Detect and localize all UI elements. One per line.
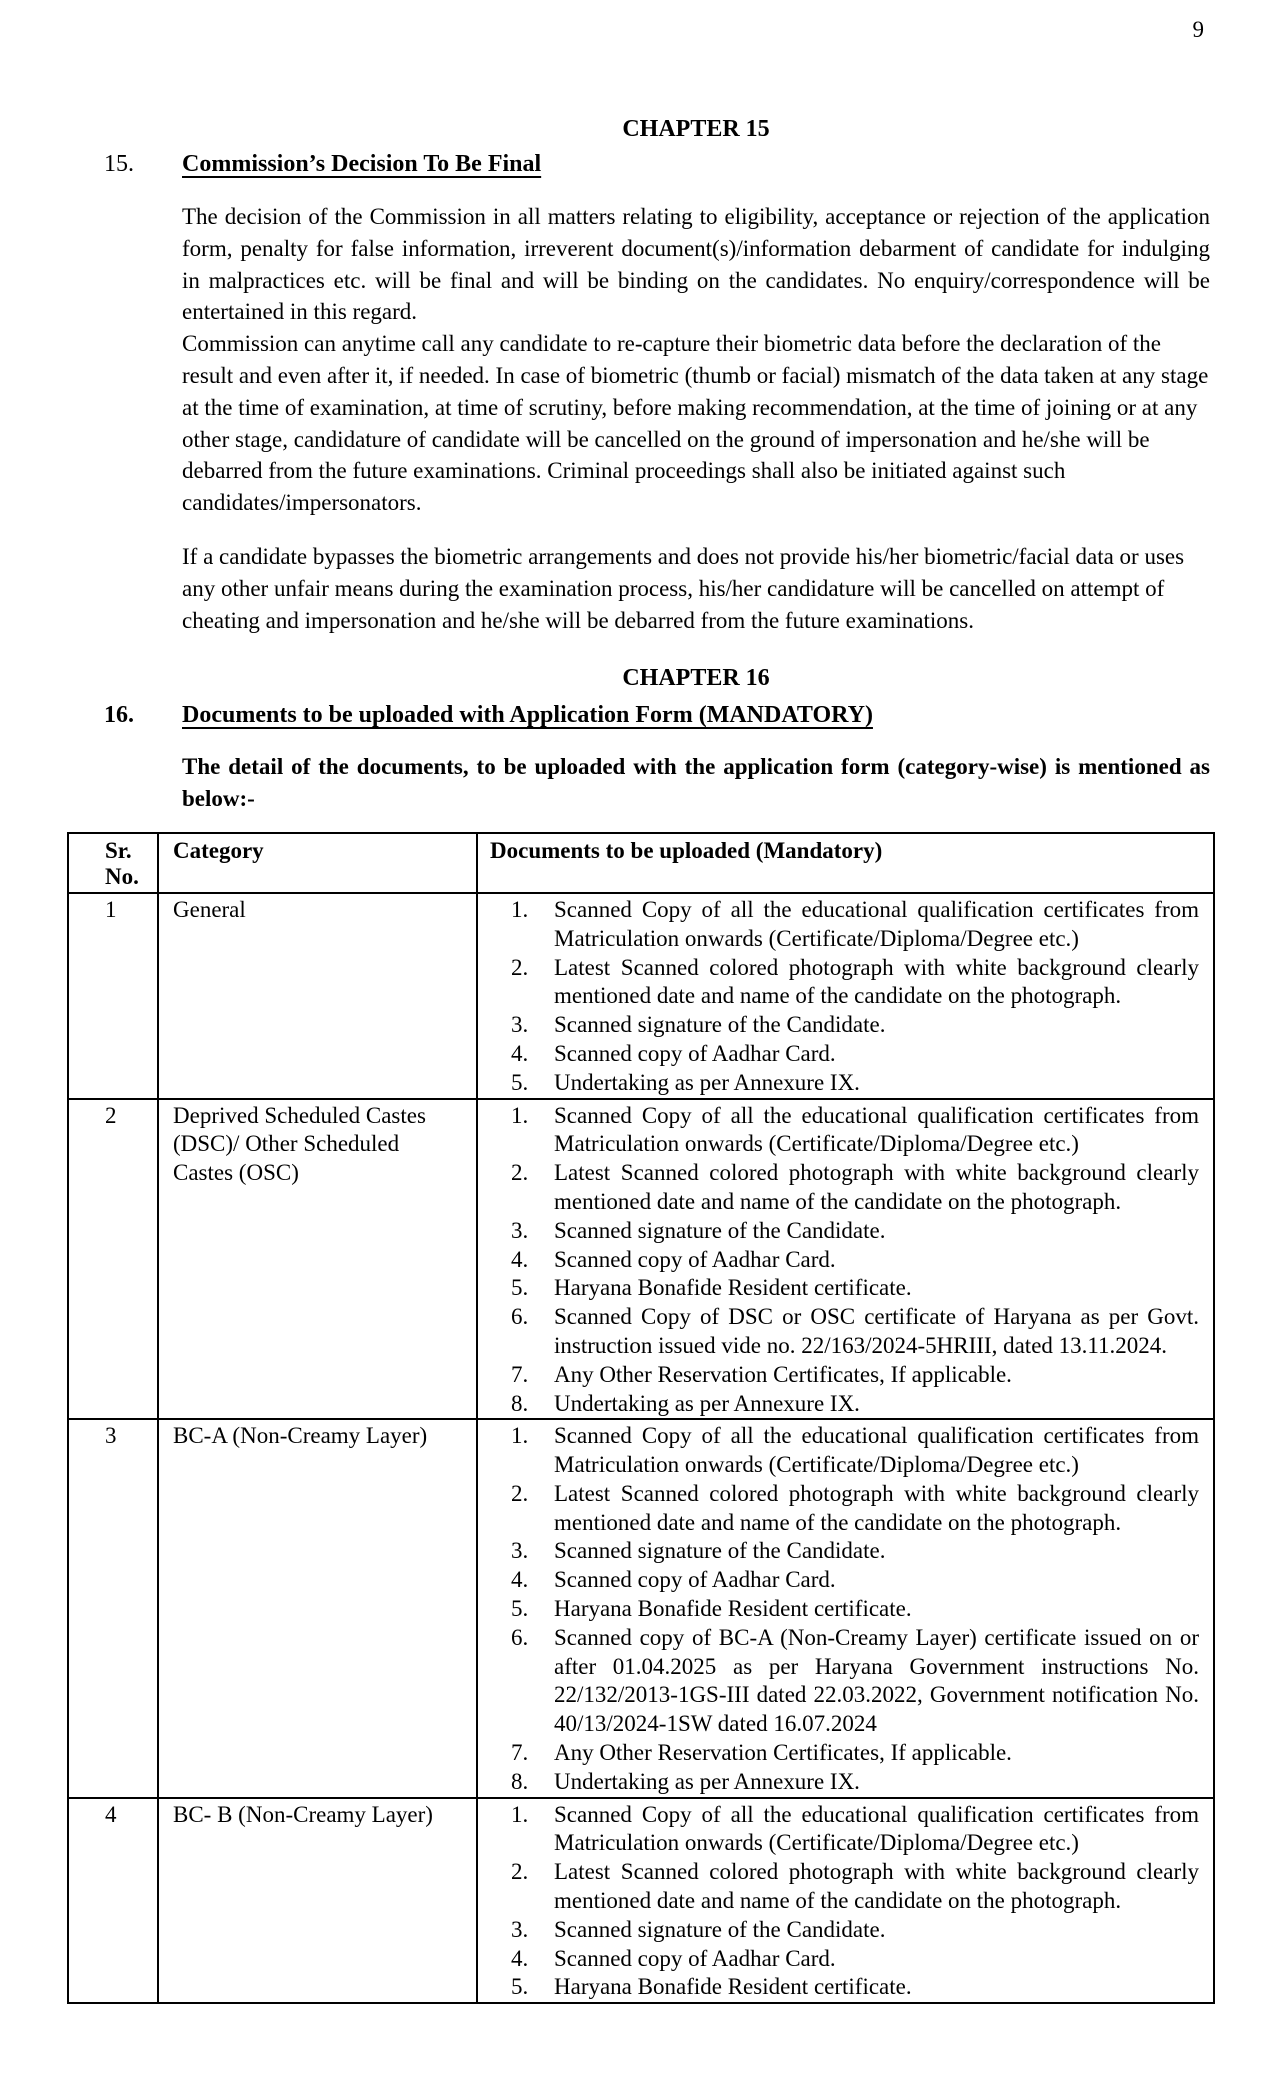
doc-item-text: Scanned signature of the Candidate. (554, 1012, 886, 1038)
doc-item-text: Any Other Reservation Certificates, If applicable. (554, 1740, 1012, 1766)
doc-item (478, 1537, 1213, 1566)
doc-item-text: Scanned Copy of DSC or OSC certificate of Haryana as per Govt. instruction issued vide no. 22/⁠163/⁠2024-5HRIII, dated 13.11.2024. (554, 1304, 1199, 1358)
table-row (68, 893, 1214, 1099)
doc-item (478, 1011, 1213, 1040)
doc-item (478, 1069, 1213, 1098)
doc-item-number: 8. (511, 1768, 529, 1794)
sr-cell: 3 (68, 1419, 158, 1797)
header-row (68, 833, 1214, 893)
doc-item-text: Undertaking as per Annexure IX. (554, 1390, 860, 1416)
documents-table-header (68, 833, 1214, 893)
doc-item-number: 4. (511, 1567, 529, 1593)
doc-item-number: 2. (511, 1480, 529, 1506)
doc-item-text: Latest Scanned colored photograph with white background clearly mentioned date and name of the candidate on the photograph. (554, 1859, 1199, 1914)
paragraph-biometric-bypass: If a candidate bypasses the biometric arrangements and does not provide his/⁠her biometric/⁠facial data or uses any other unfair means during the examination process, his/⁠her candidature will be cancelled on attempt of cheating and impersonation and he/⁠she will be debarred from the future examinations. (182, 543, 1185, 633)
paragraph-table-intro: The detail of the documents, to be uploaded with the application form (category-wise) is mentioned as below:- (182, 754, 1210, 812)
doc-table-body (68, 893, 1214, 2003)
doc-item (478, 1159, 1213, 1217)
doc-item (478, 1973, 1213, 2002)
section-15-number: 15. (104, 151, 134, 177)
doc-item-number: 2. (511, 1160, 529, 1186)
paragraph-biometric-recapture: Commission can anytime call any candidate to re-capture their biometric data before the declaration of the result and even after it, if needed. In case of biometric (thumb or facial) mismatch of the data taken at any stage at the time of examination, at time of scrutiny, before making recommendation, at the time of joining or at any other stage, candidature of candidate will be cancelled on the ground of impersonation and he/⁠she will be debarred from the future examinations. Criminal proceedings shall also be initiated against such candidates/⁠impersonators. (182, 331, 1209, 516)
doc-item-text: Latest Scanned colored photograph with white background clearly mentioned date and name of the candidate on the photograph. (554, 954, 1199, 1009)
doc-item-number: 1. (511, 1801, 529, 1827)
doc-item (478, 1624, 1213, 1739)
doc-item (478, 1040, 1213, 1069)
header-documents: Documents to be uploaded (Mandatory) (477, 833, 1214, 893)
doc-item-text: Undertaking as per Annexure IX. (554, 1768, 860, 1794)
doc-item-text: Scanned signature of the Candidate. (554, 1538, 886, 1564)
doc-item-number: 3. (511, 1012, 529, 1038)
doc-item (478, 954, 1213, 1012)
section-16-title: Documents to be uploaded with Application Form (MANDATORY) (182, 702, 873, 729)
doc-item (478, 1739, 1213, 1768)
doc-item-text: Scanned signature of the Candidate. (554, 1217, 886, 1243)
doc-item-text: Scanned copy of Aadhar Card. (554, 1246, 836, 1272)
doc-item-text: Undertaking as per Annexure IX. (554, 1069, 860, 1095)
doc-item-number: 3. (511, 1217, 529, 1243)
doc-item-text: Scanned copy of Aadhar Card. (554, 1567, 836, 1593)
doc-item (478, 1916, 1213, 1945)
doc-item-number: 1. (511, 896, 529, 922)
doc-item-number: 5. (511, 1275, 529, 1301)
doc-item-text: Haryana Bonafide Resident certificate. (554, 1275, 912, 1301)
doc-item-number: 8. (511, 1390, 529, 1416)
doc-item (478, 1768, 1213, 1797)
doc-item-text: Haryana Bonafide Resident certificate. (554, 1974, 912, 2000)
sr-cell: 2 (68, 1099, 158, 1420)
doc-item (478, 1422, 1213, 1480)
doc-item-text: Scanned signature of the Candidate. (554, 1916, 886, 1942)
doc-item-number: 2. (511, 954, 529, 980)
table-row (68, 1798, 1214, 2004)
doc-item-number: 5. (511, 1069, 529, 1095)
section-16-number: 16. (104, 702, 134, 729)
doc-item-text: Scanned Copy of all the educational qualification certificates from Matriculation onwards (Certificate/⁠Diploma/⁠Degree etc.) (554, 1801, 1199, 1856)
category-cell: General (158, 893, 477, 1099)
doc-item (478, 1566, 1213, 1595)
table-row (68, 1099, 1214, 1420)
doc-item-number: 7. (511, 1361, 529, 1387)
sr-cell: 4 (68, 1798, 158, 2004)
doc-item-number: 4. (511, 1246, 529, 1272)
page-number: 9 (1192, 17, 1204, 42)
doc-item-text: Scanned Copy of all the educational qualification certificates from Matriculation onwards (Certificate/⁠Diploma/⁠Degree etc.) (554, 896, 1199, 951)
doc-item (478, 1858, 1213, 1916)
doc-item (478, 1595, 1213, 1624)
doc-item-text: Latest Scanned colored photograph with white background clearly mentioned date and name of the candidate on the photograph. (554, 1480, 1199, 1535)
header-category: Category (158, 833, 477, 893)
category-cell: BC- B (Non-Creamy Layer) (158, 1798, 477, 2004)
category-cell: Deprived Scheduled Castes (DSC)/⁠ Other Scheduled Castes (OSC) (158, 1099, 477, 1420)
doc-item (478, 1480, 1213, 1538)
doc-item-number: 5. (511, 1974, 529, 2000)
doc-item-text: Latest Scanned colored photograph with white background clearly mentioned date and name of the candidate on the photograph. (554, 1160, 1199, 1214)
section-15-heading (104, 149, 1210, 179)
documents-cell (477, 1419, 1214, 1797)
header-sr-no: Sr. No. (68, 833, 158, 893)
doc-item-number: 6. (511, 1624, 529, 1650)
doc-item-number: 1. (511, 1102, 529, 1128)
doc-item (478, 1102, 1213, 1160)
documents-cell (477, 1798, 1214, 2004)
doc-item-number: 3. (511, 1538, 529, 1564)
paragraph-decision-final: The decision of the Commission in all matters relating to eligibility, acceptance or rejection of the application form, penalty for false information, irreverent document(s)/⁠information debarment of candidate for indulging in malpractices etc. will be final and will be binding on the candidates. No enquiry/⁠correspondence will be entertained in this regard. (182, 204, 1210, 325)
doc-item-text: Scanned Copy of all the educational qualification certificates from Matriculation onwards (Certificate/⁠Diploma/⁠Degree etc.) (554, 1102, 1199, 1157)
sr-cell: 1 (68, 893, 158, 1099)
table-row (68, 1419, 1214, 1797)
chapter-15-heading: CHAPTER 15 (622, 116, 770, 142)
documents-cell (477, 893, 1214, 1099)
section-15-title: Commission’s Decision To Be Final (182, 151, 542, 177)
category-cell: BC-A (Non-Creamy Layer) (158, 1419, 477, 1797)
documents-cell (477, 1099, 1214, 1420)
doc-item-number: 4. (511, 1945, 529, 1971)
doc-item-number: 2. (511, 1859, 529, 1885)
doc-item-number: 1. (511, 1423, 529, 1449)
doc-item-number: 3. (511, 1916, 529, 1942)
doc-item (478, 1217, 1213, 1246)
section-16-heading (104, 700, 1210, 730)
doc-item (478, 1390, 1213, 1419)
chapter-16-heading: CHAPTER 16 (622, 665, 770, 692)
doc-item (478, 1361, 1213, 1390)
doc-item-number: 6. (511, 1304, 529, 1330)
doc-item-text: Scanned copy of Aadhar Card. (554, 1040, 836, 1066)
doc-item (478, 1801, 1213, 1859)
doc-item-text: Any Other Reservation Certificates, If applicable. (554, 1361, 1012, 1387)
doc-item-text: Scanned copy of BC-A (Non-Creamy Layer) certificate issued on or after 01.04.2025 as per Haryana Government instructions No. 22/⁠132/⁠2013-1GS-III dated 22.03.2022, Government notification No. 40/⁠13/⁠2024-1SW dated 16.07.2024 (554, 1624, 1199, 1737)
doc-item-number: 7. (511, 1740, 529, 1766)
doc-item (478, 1303, 1213, 1361)
doc-item-text: Scanned Copy of all the educational qualification certificates from Matriculation onwards (Certificate/⁠Diploma/⁠Degree etc.) (554, 1423, 1199, 1478)
doc-item (478, 1246, 1213, 1275)
doc-item-number: 5. (511, 1596, 529, 1622)
doc-item-text: Haryana Bonafide Resident certificate. (554, 1596, 912, 1622)
doc-item (478, 1945, 1213, 1974)
doc-item-text: Scanned copy of Aadhar Card. (554, 1945, 836, 1971)
doc-item (478, 1274, 1213, 1303)
doc-item (478, 896, 1213, 954)
documents-table (67, 832, 1215, 2004)
doc-item-number: 4. (511, 1040, 529, 1066)
